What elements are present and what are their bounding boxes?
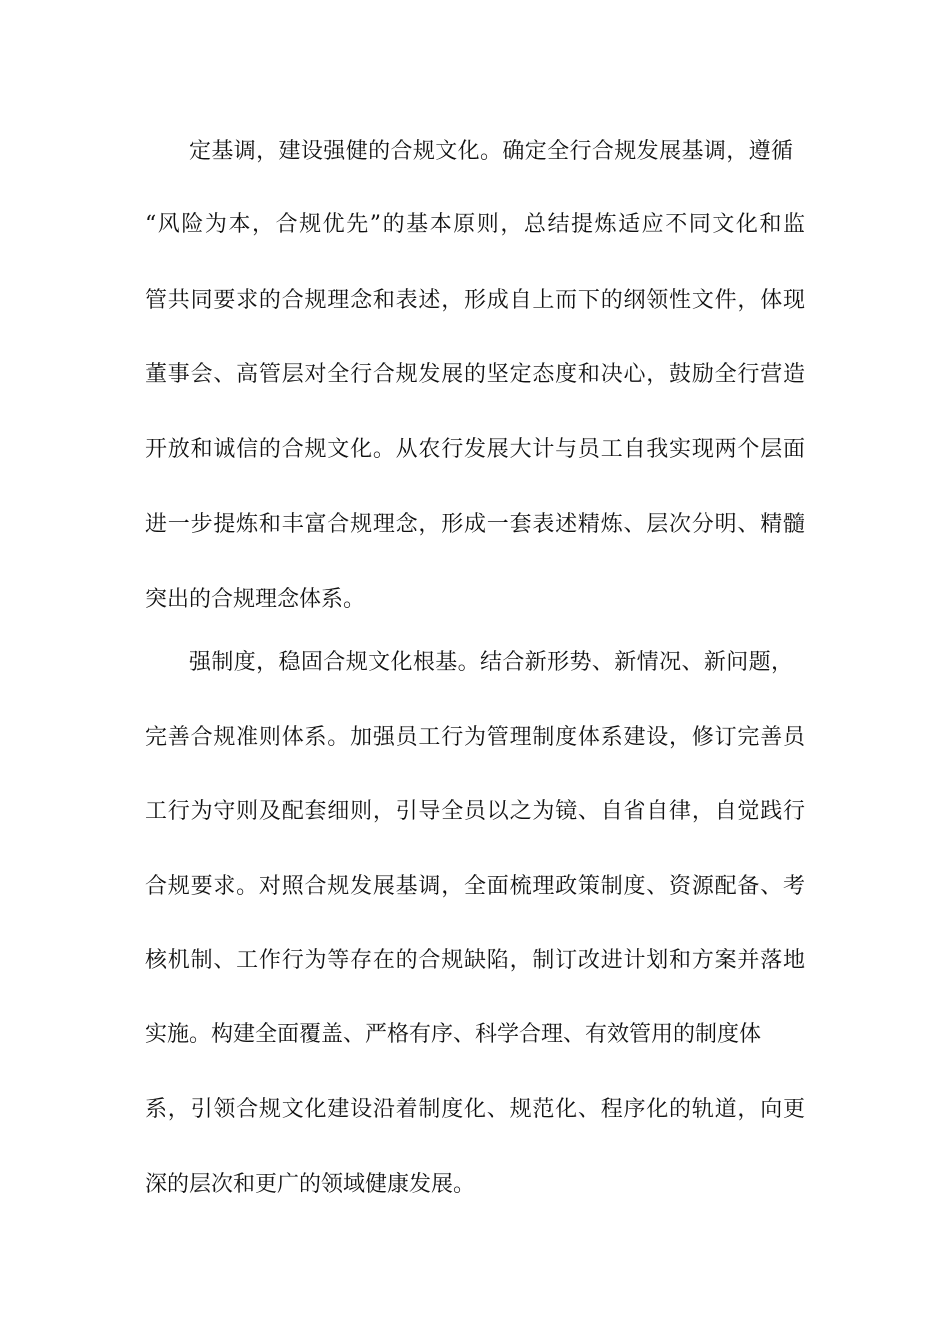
paragraph-line: 开放和诚信的合规文化。从农行发展大计与员工自我实现两个层面 [145, 437, 805, 462]
paragraph-line: “风险为本，合规优先”的基本原则，总结提炼适应不同文化和监 [145, 212, 805, 237]
paragraph-line: 深的层次和更广的领域健康发展。 [145, 1172, 476, 1197]
paragraph-line: 完善合规准则体系。加强员工行为管理制度体系建设，修订完善员 [145, 725, 805, 750]
paragraph-line: 强制度，稳固合规文化根基。结合新形势、新情况、新问题， [189, 650, 793, 675]
paragraph-line: 工行为守则及配套细则，引导全员以之为镜、自省自律，自觉践行 [145, 799, 805, 824]
paragraph-line: 定基调，建设强健的合规文化。确定全行合规发展基调，遵循 [189, 139, 793, 164]
paragraph-line: 管共同要求的合规理念和表述，形成自上而下的纲领性文件，体现 [145, 288, 805, 313]
paragraph-line: 系，引领合规文化建设沿着制度化、规范化、程序化的轨道，向更 [145, 1097, 805, 1122]
paragraph-line: 合规要求。对照合规发展基调，全面梳理政策制度、资源配备、考 [145, 874, 805, 899]
paragraph-line: 董事会、高管层对全行合规发展的坚定态度和决心，鼓励全行营造 [145, 362, 805, 387]
paragraph-line: 突出的合规理念体系。 [145, 587, 366, 612]
paragraph-line: 实施。构建全面覆盖、严格有序、科学合理、有效管用的制度体 [145, 1022, 762, 1047]
paragraph-line: 核机制、工作行为等存在的合规缺陷，制订改进计划和方案并落地 [145, 948, 805, 973]
paragraph-line: 进一步提炼和丰富合规理念，形成一套表述精炼、层次分明、精髓 [145, 512, 805, 537]
